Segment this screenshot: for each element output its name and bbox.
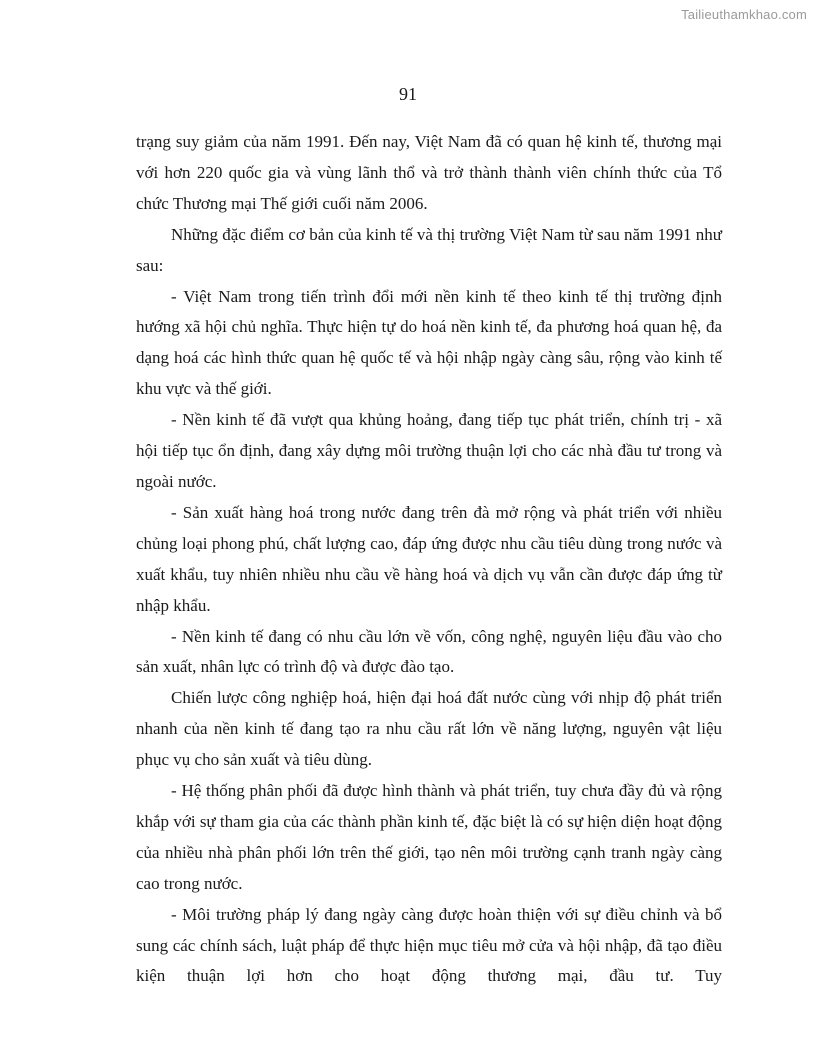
paragraph-bullet: - Nền kinh tế đã vượt qua khủng hoảng, đang tiếp tục phát triển, chính trị - xã hội tiếp tục ổn định, đang xây dựng môi trường thuận lợi cho các nhà đầu tư trong và ngoài nước. [136, 410, 722, 491]
paragraph-bullet: - Nền kinh tế đang có nhu cầu lớn về vốn, công nghệ, nguyên liệu đầu vào cho sản xuất, nhân lực có trình độ và được đào tạo. [136, 626, 722, 677]
watermark: Tailieuthamkhao.com [681, 7, 807, 22]
paragraph-continued: trạng suy giảm của năm 1991. Đến nay, Việt Nam đã có quan hệ kinh tế, thương mại với hơn 220 quốc gia và vùng lãnh thổ và trở thành thành viên chính thức của Tổ chức Thương mại Thế giới cuối năm 2006. [136, 132, 722, 213]
paragraph-bullet: - Sản xuất hàng hoá trong nước đang trên đà mở rộng và phát triển với nhiều chủng loại phong phú, chất lượng cao, đáp ứng được nhu cầu tiêu dùng trong nước và xuất khẩu, tuy nhiên nhiều nhu cầu về hàng hoá và dịch vụ vẫn cần được đáp ứng từ nhập khẩu. [136, 502, 722, 615]
paragraph-bullet: - Môi trường pháp lý đang ngày càng được hoàn thiện với sự điều chỉnh và bổ sung các chính sách, luật pháp để thực hiện mục tiêu mở cửa và hội nhập, đã tạo điều kiện thuận lợi hơn cho hoạt động thương mại, đầu tư. Tuy [136, 904, 722, 986]
paragraph-bullet: - Hệ thống phân phối đã được hình thành và phát triển, tuy chưa đầy đủ và rộng khắp với sự tham gia của các thành phần kinh tế, đặc biệt là có sự hiện diện hoạt động của nhiều nhà phân phối lớn trên thế giới, tạo nên môi trường cạnh tranh ngày càng cao trong nước. [136, 781, 722, 893]
document-body [136, 127, 722, 992]
paragraph-bullet: - Việt Nam trong tiến trình đổi mới nền kinh tế theo kinh tế thị trường định hướng xã hội chủ nghĩa. Thực hiện tự do hoá nền kinh tế, đa phương hoá quan hệ, đa dạng hoá các hình thức quan hệ quốc tế và hội nhập ngày càng sâu, rộng vào kinh tế khu vực và thế giới. [136, 286, 722, 399]
paragraph-intro: Những đặc điểm cơ bản của kinh tế và thị trường Việt Nam từ sau năm 1991 như sau: [136, 224, 722, 275]
page-number: 91 [399, 84, 417, 104]
paragraph-strategy: Chiến lược công nghiệp hoá, hiện đại hoá đất nước cùng với nhịp độ phát triển nhanh của nền kinh tế đang tạo ra nhu cầu rất lớn về năng lượng, nguyên vật liệu phục vụ cho sản xuất và tiêu dùng. [136, 688, 722, 770]
